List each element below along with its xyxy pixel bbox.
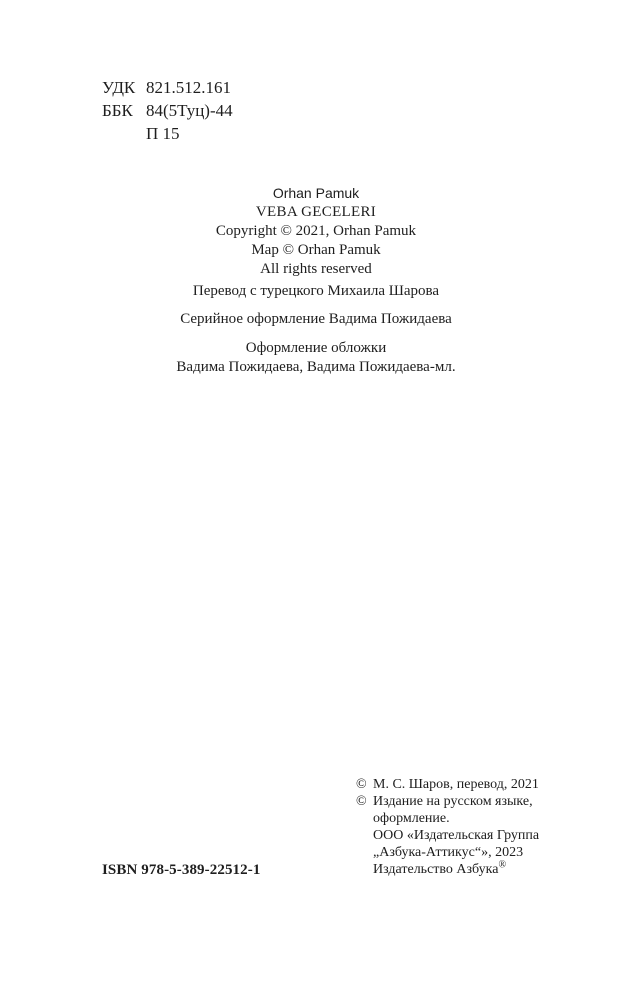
udk-label: УДК — [102, 78, 136, 97]
udk-value: 821.512.161 — [146, 78, 231, 97]
imprint-name: Издательство Азбука — [373, 862, 499, 877]
bbk-label: ББК — [102, 101, 133, 120]
translation-credit: Перевод с турецкого Михаила Шарова — [192, 283, 440, 299]
copyright-sign: © — [356, 777, 367, 792]
imprint-line — [373, 861, 539, 878]
udk-row — [102, 76, 233, 99]
original-copyright: Copyright © 2021, Orhan Pamuk — [215, 223, 417, 239]
author-mark: П 15 — [146, 124, 180, 143]
isbn: ISBN 978-5-389-22512-1 — [102, 862, 261, 878]
edition-copyright-line-1: Издание на русском языке, — [373, 794, 533, 809]
bbk-row — [102, 99, 233, 122]
rights-reserved: All rights reserved — [260, 261, 372, 277]
cover-design-names: Вадима Пожидаева, Вадима Пожидаева-мл. — [176, 359, 456, 375]
edition-copyright-line-2: оформление. — [373, 811, 450, 826]
cover-design-credit — [0, 339, 632, 377]
translation-copyright — [356, 776, 539, 793]
original-rights-block — [0, 184, 632, 279]
translation-copyright-text: М. С. Шаров, перевод, 2021 — [373, 777, 539, 792]
cover-design-heading: Оформление обложки — [245, 340, 387, 356]
classification-block — [102, 76, 233, 145]
publisher-line-2: „Азбука-Аттикус“», 2023 — [373, 845, 524, 860]
author-mark-spacer — [102, 122, 146, 145]
copyright-block — [356, 776, 539, 878]
author-mark-row — [102, 122, 233, 145]
original-title: VEBA GECELERI — [255, 204, 377, 220]
original-author: Orhan Pamuk — [272, 185, 360, 201]
map-copyright: Map © Orhan Pamuk — [251, 242, 381, 258]
publisher-line-1: ООО «Издательская Группа — [373, 828, 540, 843]
bbk-value: 84(5Туц)-44 — [146, 101, 233, 120]
edition-copyright — [356, 793, 539, 827]
registered-mark: ® — [498, 859, 507, 871]
copyright-sign: © — [356, 794, 367, 809]
series-design-credit: Серийное оформление Вадима Пожидаева — [180, 311, 452, 327]
publisher-block — [356, 827, 539, 878]
